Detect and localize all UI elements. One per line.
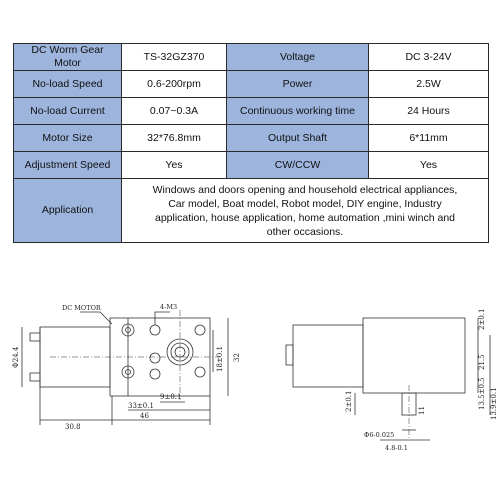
dim-9-label: 9±0.1	[160, 393, 182, 401]
spec-label: No-load Current	[14, 98, 122, 125]
dim-shaft-label: Φ6-0.025	[364, 431, 395, 439]
application-text	[122, 179, 489, 243]
spec-row	[14, 71, 489, 98]
dim-33-label: 33±0.1	[128, 402, 154, 410]
spec-label: Power	[227, 71, 369, 98]
dim-2-label: 2±0.1	[478, 308, 486, 330]
application-line: Windows and doors opening and household electrical appliances,	[152, 183, 458, 196]
side-view	[286, 318, 490, 440]
dim-30-8-label: 30.8	[65, 423, 81, 431]
spec-value: 2.5W	[369, 71, 489, 98]
dim-11-label: 11	[418, 406, 426, 415]
application-row	[14, 179, 489, 243]
holes-label: 4-M3	[160, 303, 178, 311]
dim-4-8-label: 4.8-0.1	[385, 444, 408, 452]
spec-label: DC Worm Gear Motor	[14, 44, 122, 71]
dim-13-9-label: 13.9±0.1	[490, 387, 498, 420]
side-motor	[293, 325, 363, 387]
spec-value: TS-32GZ370	[122, 44, 227, 71]
dc-motor-label: DC MOTOR	[62, 304, 101, 312]
spec-value: Yes	[369, 152, 489, 179]
spec-label: Output Shaft	[227, 125, 369, 152]
spec-value: 6*11mm	[369, 125, 489, 152]
side-gearbox	[363, 318, 465, 393]
spec-label: Continuous working time	[227, 98, 369, 125]
technical-drawing	[0, 290, 500, 460]
mount-hole	[195, 325, 205, 335]
dim-2-left-label: 2±0.1	[345, 390, 353, 412]
spec-label: Adjustment Speed	[14, 152, 122, 179]
dim-13-5-label: 13.5±0.5	[478, 377, 486, 410]
side-motor-cap	[286, 345, 293, 365]
mount-hole	[150, 353, 160, 363]
dim-diameter-label: Φ24.4	[12, 346, 20, 368]
spec-value: 0.07~0.3A	[122, 98, 227, 125]
spec-value: 24 Hours	[369, 98, 489, 125]
motor-terminal	[30, 373, 40, 381]
spec-label: CW/CCW	[227, 152, 369, 179]
dim-32-label: 32	[233, 353, 241, 362]
application-label: Application	[14, 179, 122, 243]
application-line: application, house application, home automation ,mini winch and	[154, 211, 456, 224]
spec-label: Voltage	[227, 44, 369, 71]
spec-value: DC 3-24V	[369, 44, 489, 71]
spec-row	[14, 125, 489, 152]
spec-row	[14, 98, 489, 125]
spec-label: Motor Size	[14, 125, 122, 152]
dim-18-label: 18±0.1	[216, 346, 224, 372]
application-line: Car model, Boat model, Robot model, DIY engine, Industry	[168, 197, 442, 210]
dim-21-5-label: 21.5	[478, 354, 486, 370]
dim-46-label: 46	[140, 412, 149, 420]
mount-hole	[150, 369, 160, 379]
spec-value: 0.6-200rpm	[122, 71, 227, 98]
mount-hole	[150, 325, 160, 335]
spec-table	[13, 43, 489, 243]
motor-terminal	[30, 333, 40, 341]
spec-label: No-load Speed	[14, 71, 122, 98]
spec-value: 32*76.8mm	[122, 125, 227, 152]
spec-row	[14, 44, 489, 71]
front-view	[22, 310, 228, 425]
spec-value: Yes	[122, 152, 227, 179]
mount-hole	[195, 367, 205, 377]
application-line: other occasions.	[266, 225, 344, 238]
spec-row	[14, 152, 489, 179]
